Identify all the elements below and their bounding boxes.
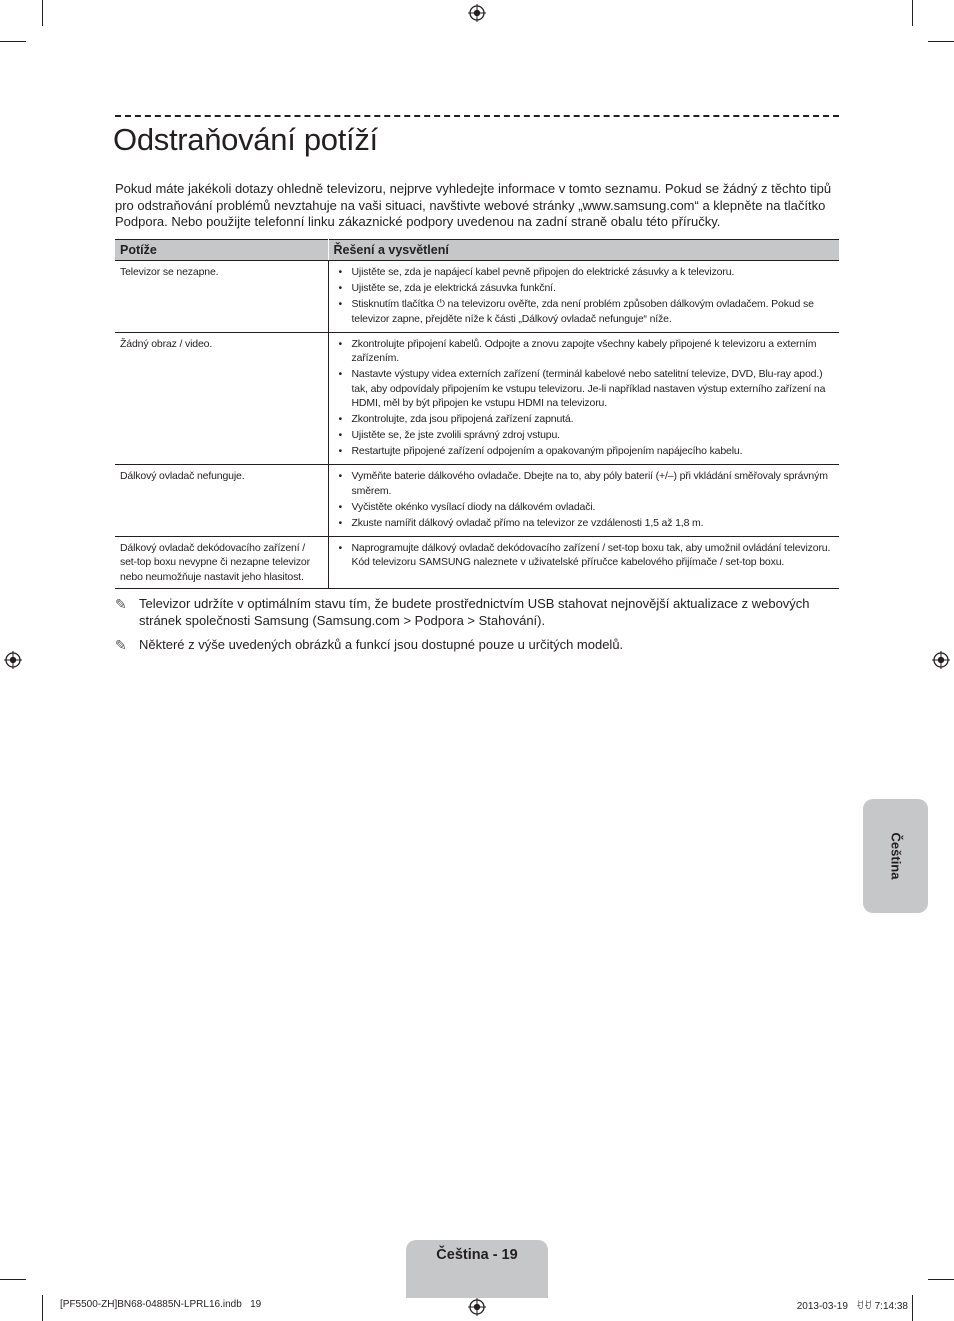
solution-item: • Vyčistěte okénko vysílací diody na dálkovém ovladači. [334,500,835,515]
problem-cell: Televizor se nezapne. [115,261,328,333]
note-usb-update [115,596,815,629]
problem-cell: Žádný obraz / video. [115,332,328,465]
column-header-solutions: Řešení a vysvětlení [328,240,839,261]
footer-file-info: [PF5500-ZH]BN68-04885N-LPRL16.indb 19 [60,1299,262,1310]
solutions-cell [328,332,839,465]
note-text: Některé z výše uvedených obrázků a funkcí jsou dostupné pouze u určitých modelů. [139,637,624,652]
table-row [115,261,839,333]
note-models [115,637,815,654]
crosshair-registration-icon [4,651,22,669]
crop-mark [912,1295,913,1321]
crop-mark [42,0,43,26]
solution-item: • Zkontrolujte, zda jsou připojená zařízení zapnutá. [334,412,835,427]
crop-mark [912,0,913,26]
table-row [115,465,839,537]
solution-item: • Stisknutím tlačítka ⏻ na televizoru ověřte, zda není problém způsoben dálkovým ovladačem. Pokud se televizor zapne, přejděte níže k části „Dálkový ovladač nefunguje“ níže. [334,297,835,326]
solution-item: • Zkuste namířit dálkový ovladač přímo na televizor ze vzdálenosti 1,5 až 1,8 m. [334,516,835,531]
crop-mark [928,1279,954,1280]
troubleshooting-table [115,239,839,589]
table-header-row [115,240,839,261]
crop-mark [928,41,954,42]
page-number: Čeština - 19 [436,1247,518,1263]
page-number-tab [406,1240,548,1298]
language-label: Čeština [888,832,903,880]
language-side-tab [863,799,928,913]
table-row [115,332,839,465]
note-text: Televizor udržíte v optimálním stavu tím, že budete prostřednictvím USB stahovat nejnovější aktualizace z webových stránek společnosti Samsung (Samsung.com > Podpora > Stahování). [139,596,810,628]
page-title: Odstraňování potíží [113,122,378,157]
solution-item: • Naprogramujte dálkový ovladač dekódovacího zařízení / set-top boxu tak, aby umožnil ovládání televizoru. Kód televizoru SAMSUNG naleznete v uživatelské příručce kabelového přijímače / set-top boxu. [334,541,835,570]
solution-item: • Vyměňte baterie dálkového ovladače. Dbejte na to, aby póly baterií (+/–) při vkládání směřovaly správným směrem. [334,469,835,498]
column-header-problems: Potíže [115,240,328,261]
solution-item: • Ujistěte se, zda je napájecí kabel pevně připojen do elektrické zásuvky a k televizoru. [334,265,835,280]
solution-item: • Nastavte výstupy videa externích zařízení (terminál kabelové nebo satelitní televize, DVD, Blu-ray apod.) tak, aby odpovídaly připojením ke vstupu televizoru. Je-li například nastaven výstup externího zařízení na HDMI, měl by být připojen ke vstupu HDMI na televizoru. [334,367,835,411]
crosshair-registration-icon [468,1298,486,1316]
problem-cell: Dálkový ovladač nefunguje. [115,465,328,537]
title-divider [115,115,839,117]
table-row [115,536,839,589]
solution-item: • Zkontrolujte připojení kabelů. Odpojte a znovu zapojte všechny kabely připojené k televizoru a externím zařízením. [334,337,835,366]
solutions-cell [328,465,839,537]
crop-mark [0,1279,26,1280]
crop-mark [42,1295,43,1321]
solution-item: • Ujistěte se, zda je elektrická zásuvka funkční. [334,281,835,296]
crop-mark [0,41,26,42]
problem-cell: Dálkový ovladač dekódovacího zařízení / set-top boxu nevypne či nezapne televizor nebo neumožňuje nastavit jeho hlasitost. [115,536,328,589]
pencil-note-icon: ✎ [115,596,127,612]
crosshair-registration-icon [468,4,486,22]
solution-item: • Ujistěte se, že jste zvolili správný zdroj vstupu. [334,428,835,443]
crosshair-registration-icon [932,651,950,669]
solution-item: • Restartujte připojené zařízení odpojením a opakovaným připojením napájecího kabelu. [334,444,835,459]
solutions-cell [328,536,839,589]
intro-paragraph: Pokud máte jakékoli dotazy ohledně televizoru, nejprve vyhledejte informace v tomto seznamu. Pokud se žádný z těchto tipů pro odstraňování problémů nevztahuje na vaši situaci, navštivte webové stránky „www.samsung.com“ a klepněte na tlačítko Podpora. Nebo použijte telefonní linku zákaznické podpory uvedenou na zadní straně obalu této příručky. [115,181,832,229]
pencil-note-icon: ✎ [115,637,127,653]
footer-timestamp: 2013-03-19 ꀀꀀ 7:14:38 [796,1301,908,1312]
solutions-cell [328,261,839,333]
